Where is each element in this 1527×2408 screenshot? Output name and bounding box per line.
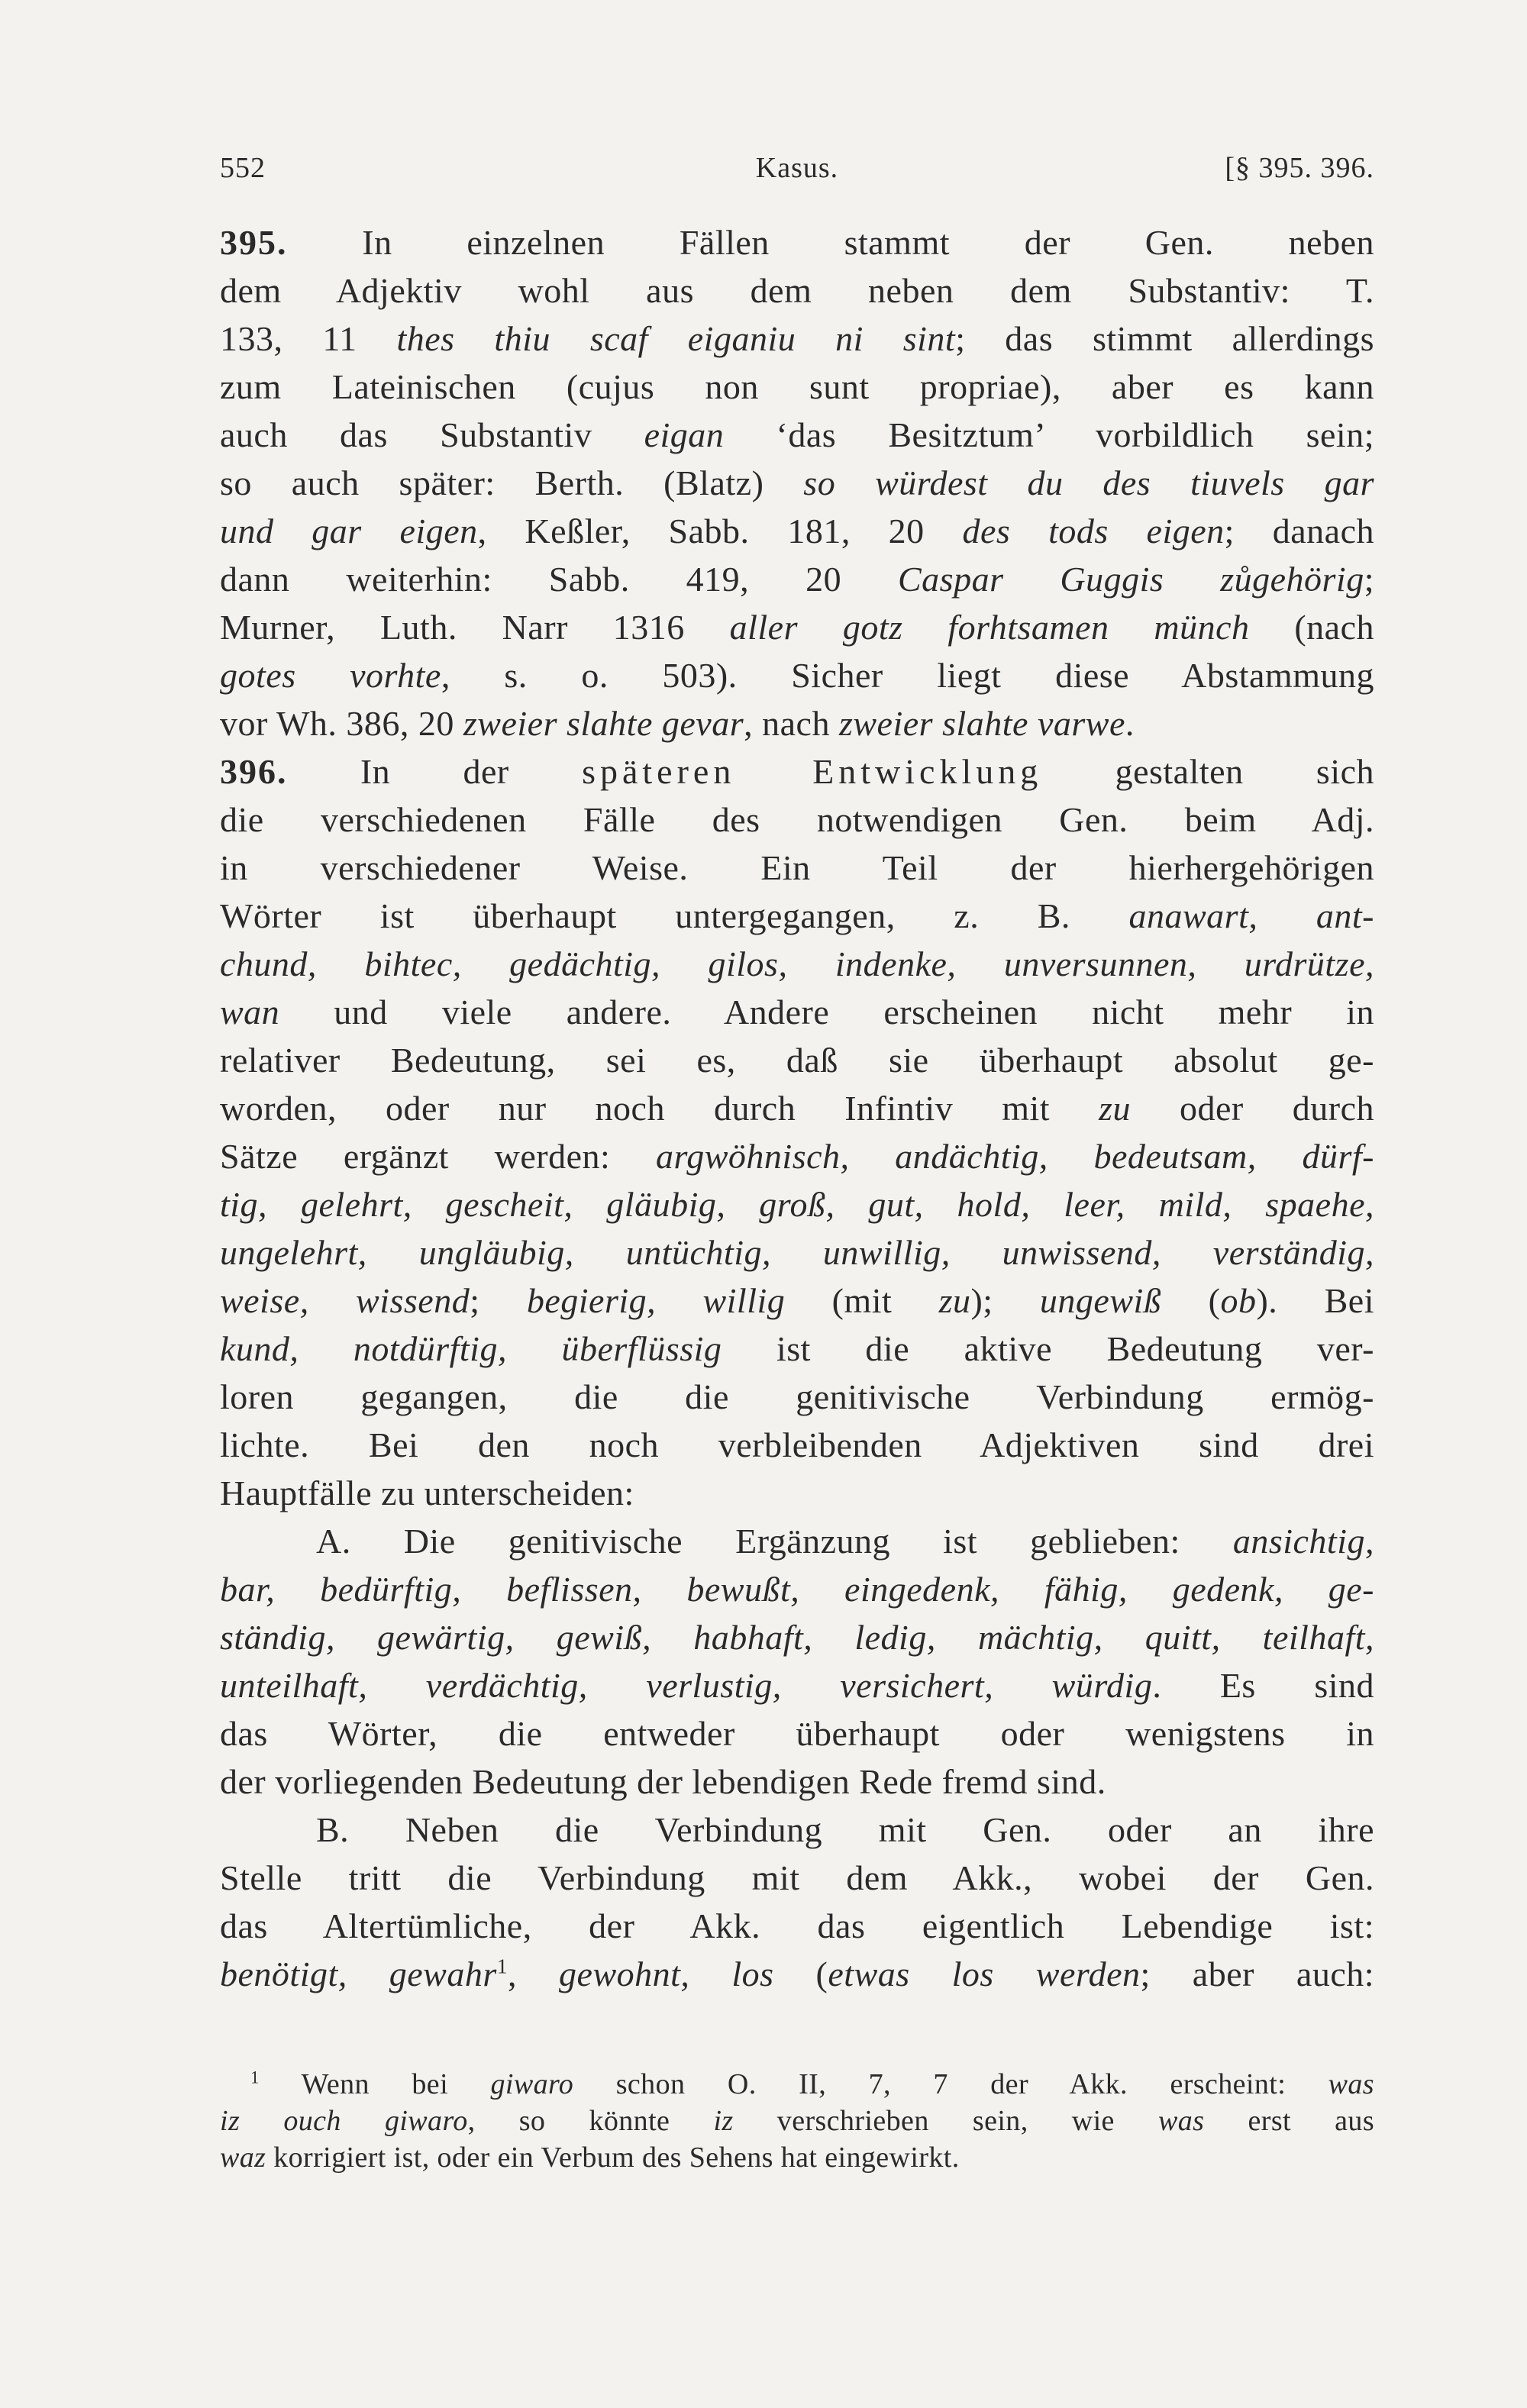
footnote-line: waz korrigiert ist, oder ein Verbum des Sehens hat eingewirkt.: [220, 2142, 960, 2174]
text-line: unteilhaft, verdächtig, verlustig, versichert, würdig. Es sind: [220, 1666, 1374, 1705]
text-line: Hauptfälle zu unterscheiden:: [220, 1474, 634, 1512]
text-line: bar, bedürftig, beflissen, bewußt, eingedenk, fähig, gedenk, ge-: [220, 1570, 1374, 1609]
section-395: [220, 218, 1374, 747]
text-line: 133, 11 thes thiu scaf eiganiu ni sint; das stimmt allerdings: [220, 319, 1375, 358]
text-line: so auch später: Berth. (Blatz) so würdest du des tiuvels gar: [220, 463, 1374, 502]
text-line: B. Neben die Verbindung mit Gen. oder an ihre: [316, 1810, 1374, 1849]
page-number: 552: [220, 152, 266, 184]
text-line: die verschiedenen Fälle des notwendigen Gen. beim Adj.: [220, 800, 1374, 839]
main-text: [220, 218, 1374, 1998]
section-number: 396.: [220, 752, 288, 791]
footnote-line: $^1$ Wenn bei giwaro schon O. II, 7, 7 der Akk. erscheint: was: [250, 2067, 1374, 2100]
footnote-line: iz ouch giwaro, so könnte iz verschrieben sein, wie was erst aus: [220, 2105, 1375, 2137]
text-line: das Altertümliche, der Akk. das eigentlich Lebendige ist:: [220, 1906, 1374, 1945]
text-line: das Wörter, die entweder überhaupt oder wenigstens in: [220, 1714, 1374, 1753]
text-line: der vorliegenden Bedeutung der lebendigen Rede fremd sind.: [220, 1762, 1106, 1801]
text-line: Murner, Luth. Narr 1316 aller gotz forhtsamen münch (nach: [220, 608, 1375, 647]
text-line: gotes vorhte, s. o. 503). Sicher liegt diese Abstammung: [220, 656, 1374, 695]
text-line: relativer Bedeutung, sei es, daß sie überhaupt absolut ge-: [220, 1041, 1374, 1080]
running-title: Kasus.: [755, 152, 839, 184]
text-line: ständig, gewärtig, gewiß, habhaft, ledig, mächtig, quitt, teilhaft,: [220, 1618, 1374, 1657]
text-line: tig, gelehrt, gescheit, gläubig, groß, gut, hold, leer, mild, spaehe,: [220, 1185, 1374, 1224]
text-line: loren gegangen, die die genitivische Verbindung ermög-: [220, 1377, 1374, 1416]
text-line: in verschiedener Weise. Ein Teil der hierhergehörigen: [220, 848, 1374, 887]
footnotes: [220, 2066, 1374, 2176]
text-line: Sätze ergänzt werden: argwöhnisch, andächtig, bedeutsam, dürf-: [220, 1137, 1374, 1176]
text-line: Wörter ist überhaupt untergegangen, z. B. anawart, ant-: [220, 896, 1374, 935]
text-line: kund, notdürftig, überflüssig ist die aktive Bedeutung ver-: [220, 1329, 1374, 1368]
text-line: vor Wh. 386, 20 zweier slahte gevar, nach zweier slahte varwe.: [220, 704, 1135, 743]
text-line: Stelle tritt die Verbindung mit dem Akk., wobei der Gen.: [220, 1858, 1374, 1897]
text-line: A. Die genitivische Ergänzung ist geblieben: ansichtig,: [316, 1522, 1374, 1561]
text-line: benötigt, gewahr$^1$, gewohnt, los (etwas los werden; aber auch:: [220, 1954, 1375, 1993]
text-line: dem Adjektiv wohl aus dem neben dem Substantiv: T.: [220, 271, 1374, 310]
text-line: zum Lateinischen (cujus non sunt propriae), aber es kann: [220, 367, 1374, 406]
text-line: worden, oder nur noch durch Infintiv mit zu oder durch: [220, 1089, 1374, 1128]
text-line: dann weiterhin: Sabb. 419, 20 Caspar Guggis zůgehörig;: [220, 560, 1374, 599]
text-line: ungelehrt, ungläubig, untüchtig, unwillig, unwissend, verständig,: [220, 1233, 1374, 1272]
text-line: und gar eigen, Keßler, Sabb. 181, 20 des tods eigen; danach: [220, 512, 1375, 550]
section-396: [220, 747, 1374, 1998]
section-reference: [§ 395. 396.: [1225, 152, 1374, 184]
text-line: auch das Substantiv eigan ‘das Besitztum’ vorbildlich sein;: [220, 415, 1374, 454]
text-line: 395. In einzelnen Fällen stammt der Gen. neben: [220, 223, 1375, 262]
footnote-marker: 1: [496, 1954, 508, 1978]
text-line: weise, wissend; begierig, willig (mit zu); ungewiß (ob). Bei: [220, 1281, 1374, 1320]
text-line: wan und viele andere. Andere erscheinen nicht mehr in: [220, 993, 1374, 1031]
text-line: chund, bihtec, gedächtig, gilos, indenke, unversunnen, urdrütze,: [220, 944, 1374, 983]
text-line: lichte. Bei den noch verbleibenden Adjektiven sind drei: [220, 1425, 1374, 1464]
text-line: 396. In der späteren Entwicklung gestalten sich: [220, 752, 1375, 791]
section-number: 395.: [220, 223, 288, 262]
running-head: [220, 151, 1374, 197]
footnote-number: 1: [250, 2067, 260, 2087]
